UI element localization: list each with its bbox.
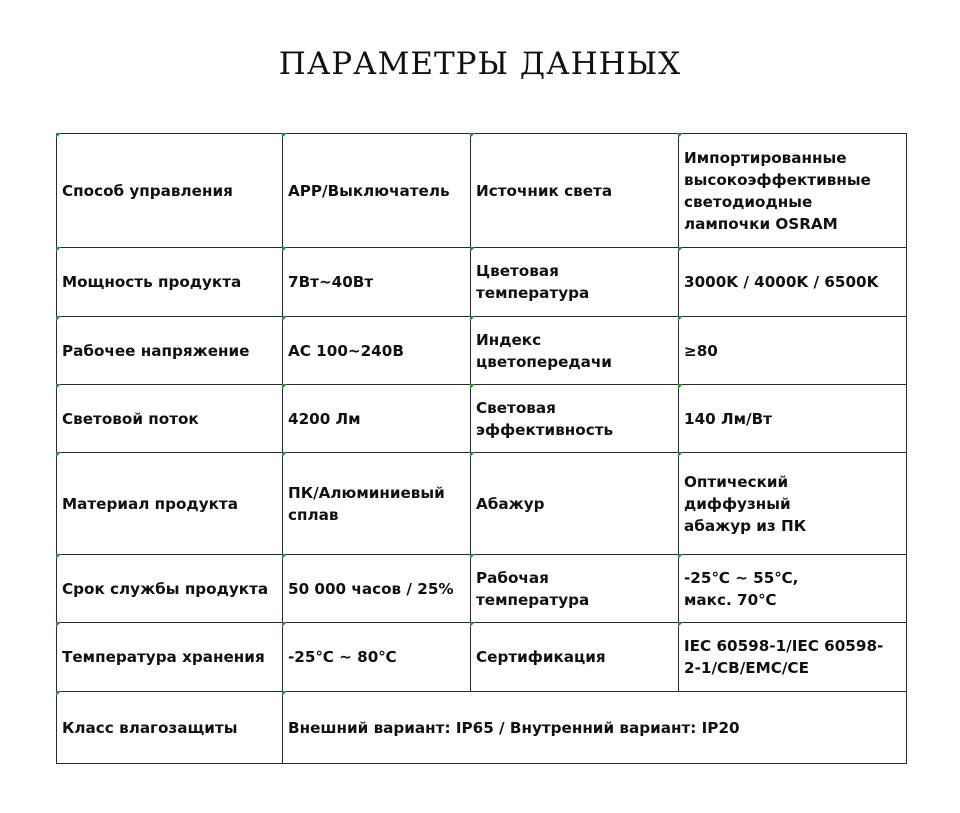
spec-table: [56, 133, 907, 764]
table-row: [57, 134, 907, 248]
param-label: Сертификация: [471, 623, 679, 692]
param-value: -25℃ ~ 80℃: [283, 623, 471, 692]
param-label: Температура хранения: [57, 623, 283, 692]
param-value: -25℃ ~ 55℃, макс. 70℃: [679, 555, 907, 623]
param-label: Рабочее напряжение: [57, 317, 283, 385]
param-value: 4200 Лм: [283, 385, 471, 453]
param-value: 3000K / 4000K / 6500K: [679, 248, 907, 317]
param-label: Материал продукта: [57, 453, 283, 555]
table-row: [57, 555, 907, 623]
param-label: Мощность продукта: [57, 248, 283, 317]
table-row: [57, 385, 907, 453]
param-value: 50 000 часов / 25%: [283, 555, 471, 623]
param-value: 7Вт~40Вт: [283, 248, 471, 317]
param-value: 140 Лм/Вт: [679, 385, 907, 453]
table-row: [57, 453, 907, 555]
param-label: Световая эффективность: [471, 385, 679, 453]
param-value: ≥80: [679, 317, 907, 385]
param-label: Срок службы продукта: [57, 555, 283, 623]
param-value: AC 100~240В: [283, 317, 471, 385]
table-row: [57, 623, 907, 692]
param-label: Источник света: [471, 134, 679, 248]
param-label: Способ управления: [57, 134, 283, 248]
table-row: [57, 317, 907, 385]
param-value: Внешний вариант: IP65 / Внутренний вариант: IP20: [283, 692, 907, 764]
param-value: Оптический диффузный абажур из ПК: [679, 453, 907, 555]
param-label: Индекс цветопередачи: [471, 317, 679, 385]
page-title: ПАРАМЕТРЫ ДАННЫХ: [278, 46, 682, 82]
param-label: Рабочая температура: [471, 555, 679, 623]
param-label: Абажур: [471, 453, 679, 555]
table-row: [57, 248, 907, 317]
param-value: Импортированные высокоэффективные светодиодные лампочки OSRAM: [679, 134, 907, 248]
param-value: ПК/Алюминиевый сплав: [283, 453, 471, 555]
param-value: APP/Выключатель: [283, 134, 471, 248]
param-label: Световой поток: [57, 385, 283, 453]
table-row: [57, 692, 907, 764]
param-label: Класс влагозащиты: [57, 692, 283, 764]
param-label: Цветовая температура: [471, 248, 679, 317]
param-value: IEC 60598-1/IEC 60598- 2-1/CB/EMC/CE: [679, 623, 907, 692]
